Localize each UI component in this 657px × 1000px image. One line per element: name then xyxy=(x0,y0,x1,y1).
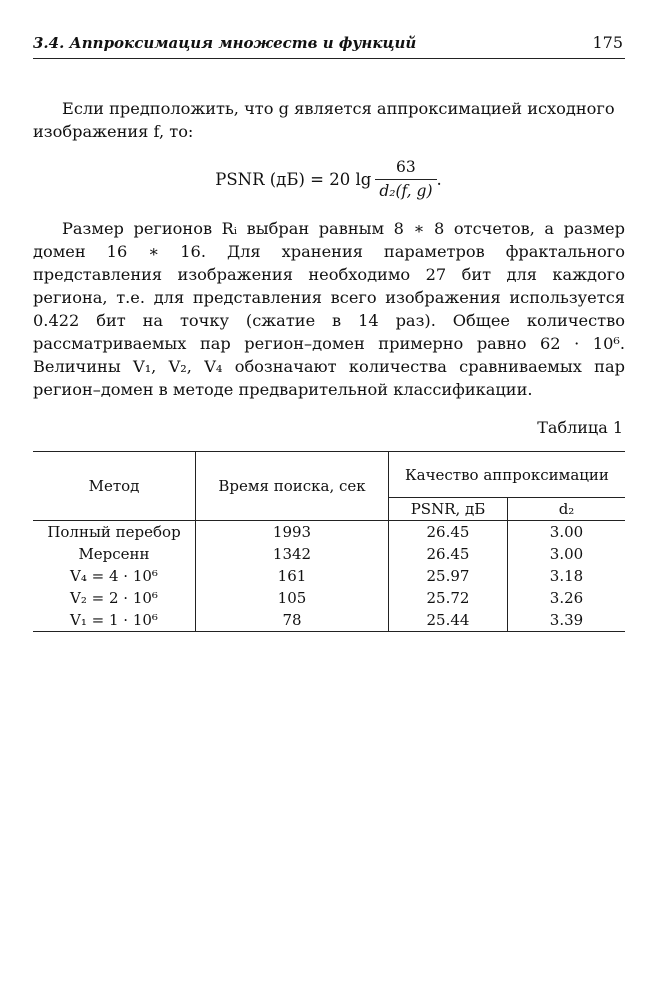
cell-method: Полный перебор xyxy=(47,522,181,541)
formula-lhs: PSNR (дБ) = 20 lg xyxy=(215,170,372,189)
page-header xyxy=(33,28,625,59)
cell-method: V₄ = 4 · 10⁶ xyxy=(70,566,158,585)
cell-time: 1342 xyxy=(196,543,389,565)
header-search-time: Время поиска, сек xyxy=(196,452,389,521)
table-row xyxy=(33,543,625,565)
psnr-formula xyxy=(0,158,657,204)
header-method: Метод xyxy=(33,452,196,521)
cell-psnr: 26.45 xyxy=(389,521,508,544)
intro-paragraph xyxy=(33,97,625,143)
cell-psnr: 26.45 xyxy=(389,543,508,565)
cell-psnr: 25.97 xyxy=(389,565,508,587)
header-quality: Качество аппроксимации xyxy=(389,452,626,498)
intro-line-1: Если предположить, что g является аппроксимацией исходного xyxy=(62,99,615,118)
intro-line-2: изображения f, то: xyxy=(33,122,194,141)
header-psnr: PSNR, дБ xyxy=(389,498,508,521)
cell-d2: 3.00 xyxy=(508,521,626,544)
cell-d2: 3.00 xyxy=(508,543,626,565)
cell-psnr: 25.72 xyxy=(389,587,508,609)
table-row xyxy=(33,587,625,609)
cell-d2: 3.18 xyxy=(508,565,626,587)
cell-d2: 3.26 xyxy=(508,587,626,609)
cell-psnr: 25.44 xyxy=(389,609,508,632)
table-row xyxy=(33,609,625,632)
cell-time: 1993 xyxy=(196,521,389,544)
formula-denominator: d₂(f, g) xyxy=(375,179,436,201)
results-table xyxy=(33,451,625,632)
table-row xyxy=(33,521,625,544)
table-caption: Таблица 1 xyxy=(537,418,623,437)
cell-method: Мерсенн xyxy=(78,544,150,563)
formula-numerator: 63 xyxy=(396,158,416,176)
table-row xyxy=(33,565,625,587)
page-number: 175 xyxy=(592,33,623,52)
cell-d2: 3.39 xyxy=(508,609,626,632)
formula-end: . xyxy=(436,170,442,189)
cell-time: 161 xyxy=(196,565,389,587)
formula-fraction xyxy=(375,158,436,201)
cell-time: 78 xyxy=(196,609,389,632)
cell-method: V₂ = 2 · 10⁶ xyxy=(70,588,158,607)
cell-time: 105 xyxy=(196,587,389,609)
description-paragraph: Размер регионов Rᵢ выбран равным 8 ∗ 8 отсчетов, а размер домен 16 ∗ 16. Для хранения параметров фрактального представления изображения необходимо 27 бит для каждого региона, т.е. для представления всего изображения используется 0.422 бит на точку (сжатие в 14 раз). Общее количество рассматриваемых пар регион–домен примерно равно 62 · 10⁶. Величины V₁, V₂, V₄ обозначают количества сравниваемых пар регион–домен в методе предварительной классификации. xyxy=(33,219,625,399)
running-title: 3.4. Аппроксимация множеств и функций xyxy=(33,34,417,52)
cell-method: V₁ = 1 · 10⁶ xyxy=(70,610,158,629)
header-d2: d₂ xyxy=(508,498,626,521)
